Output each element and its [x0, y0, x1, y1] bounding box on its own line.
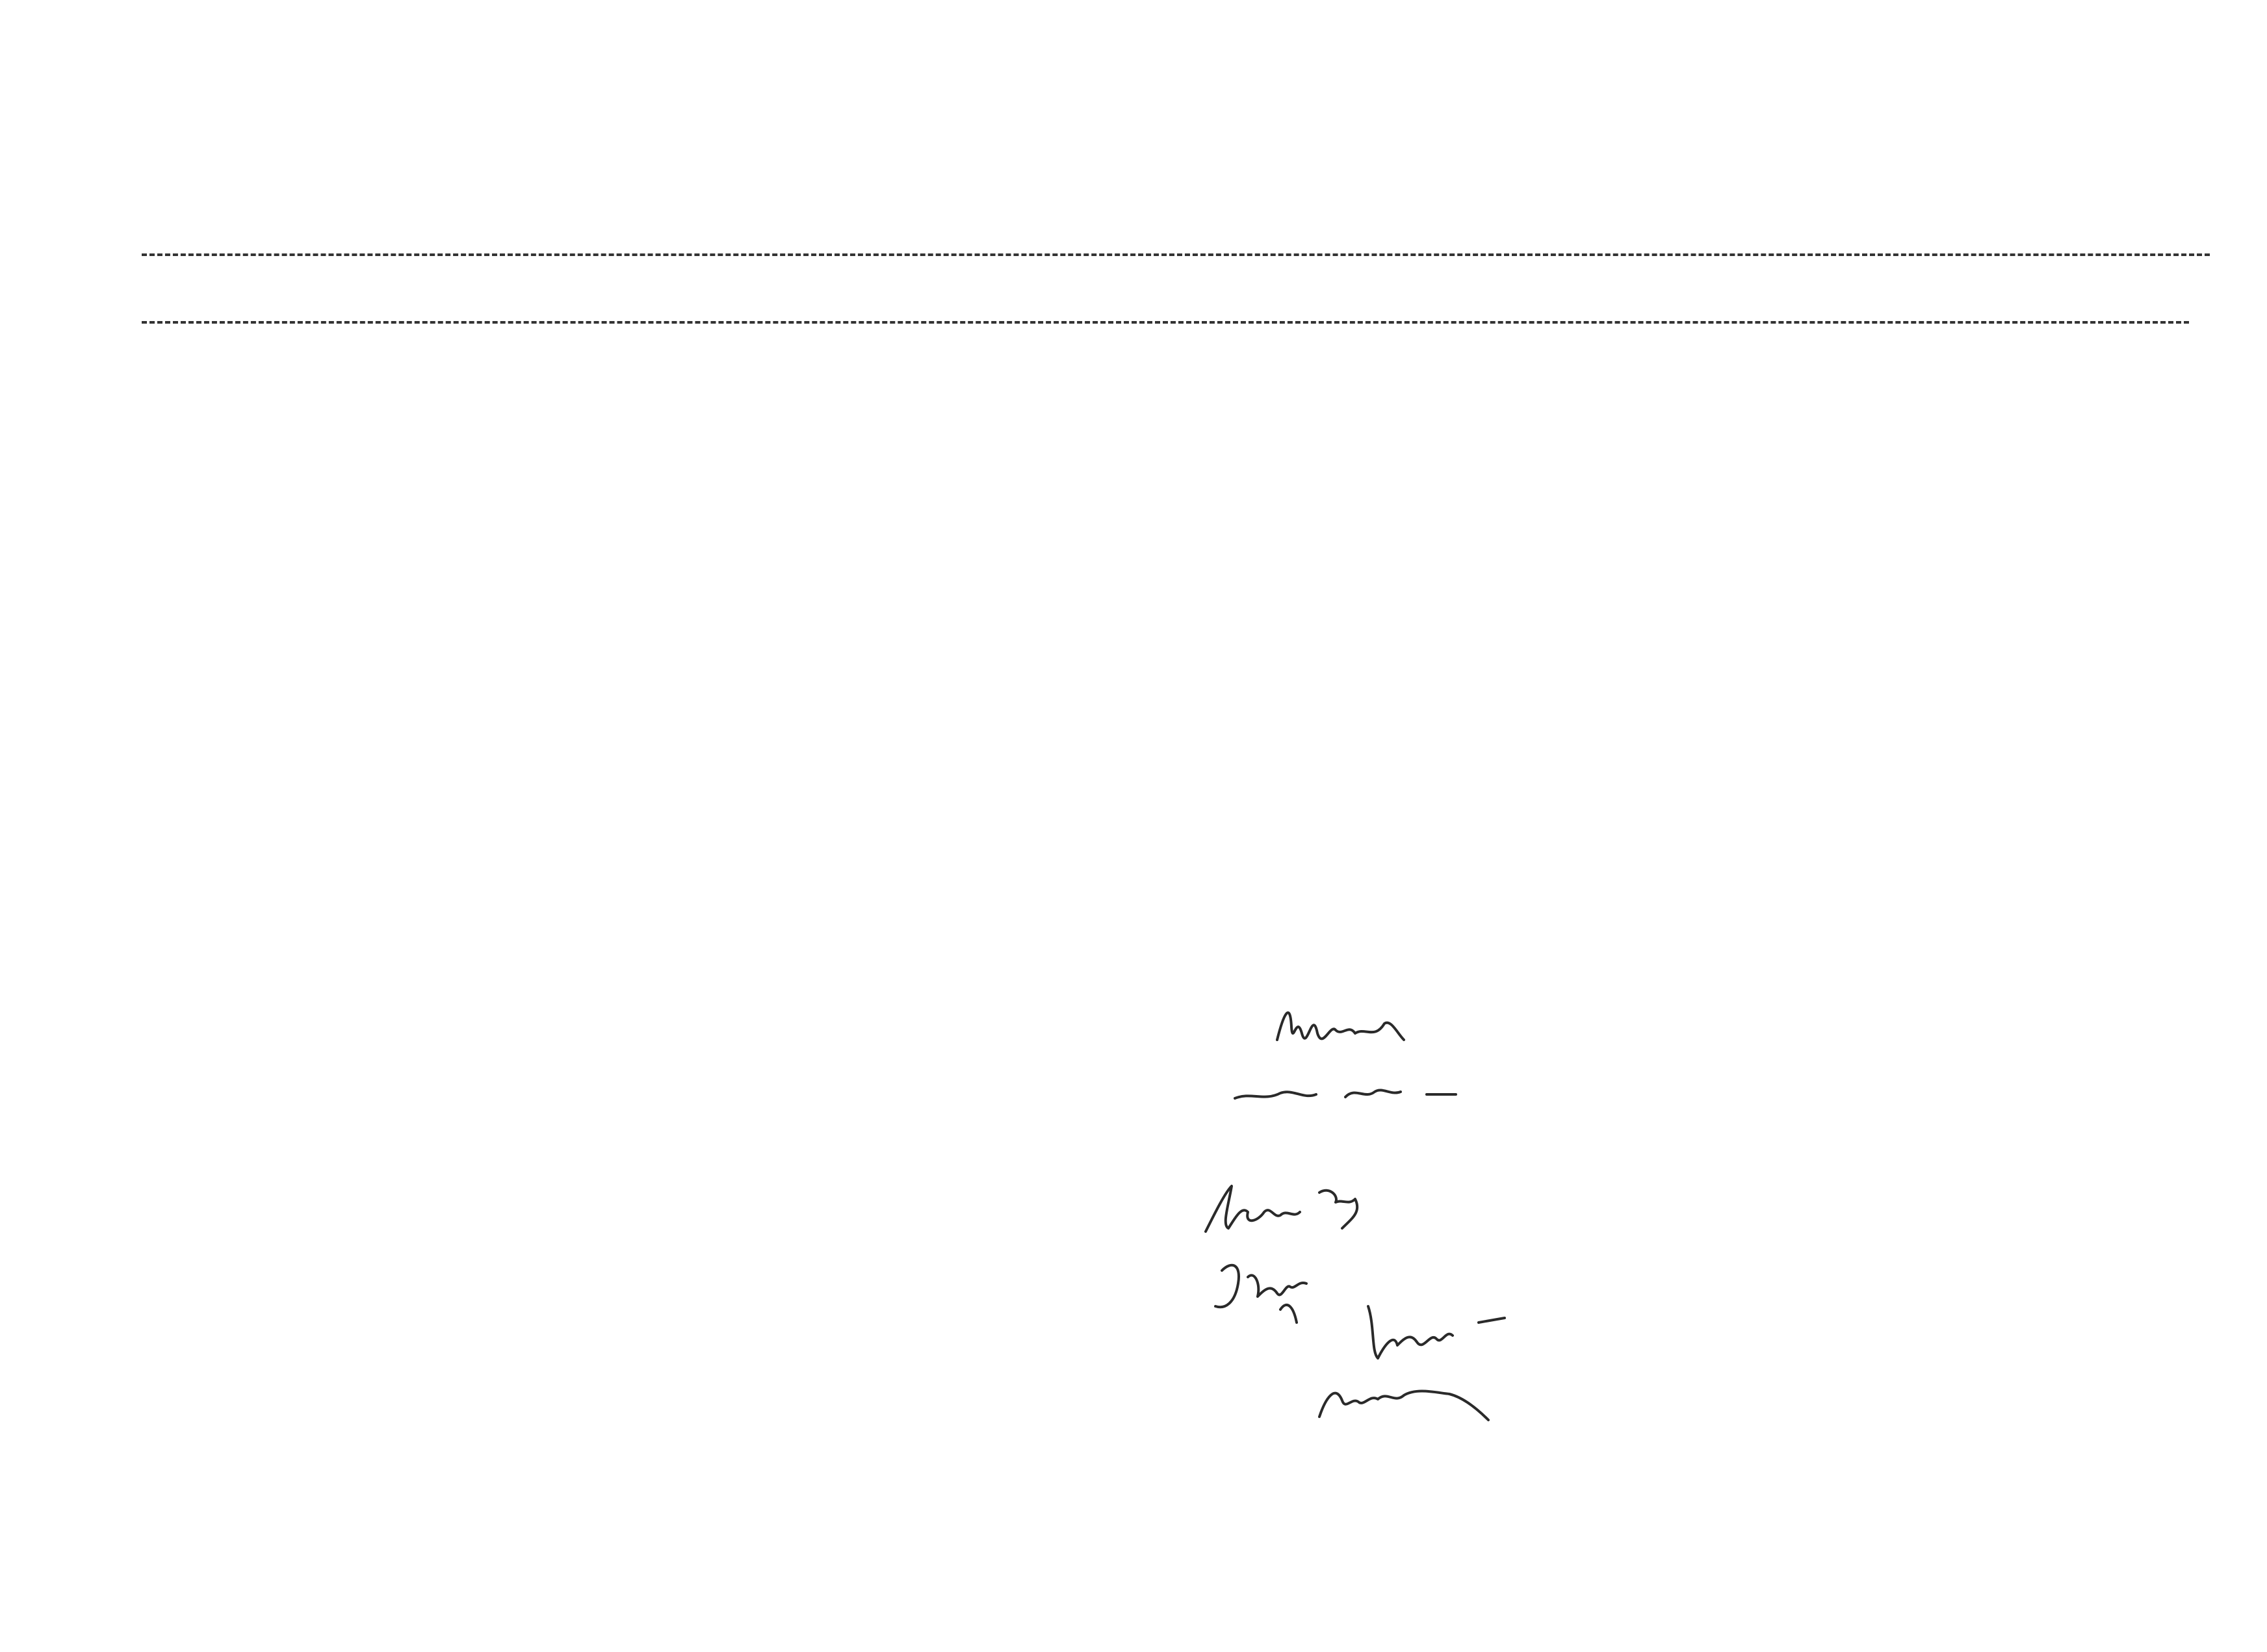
handwritten-signature-shoshina [1313, 1362, 1527, 1426]
handwritten-signature-kalinina [1232, 1072, 1492, 1111]
handwritten-signature-shifrina [1271, 988, 1414, 1059]
table-header-divider [142, 321, 2189, 324]
table-top-divider [142, 253, 2210, 256]
handwritten-signature-medvedeva [1196, 1167, 1417, 1251]
